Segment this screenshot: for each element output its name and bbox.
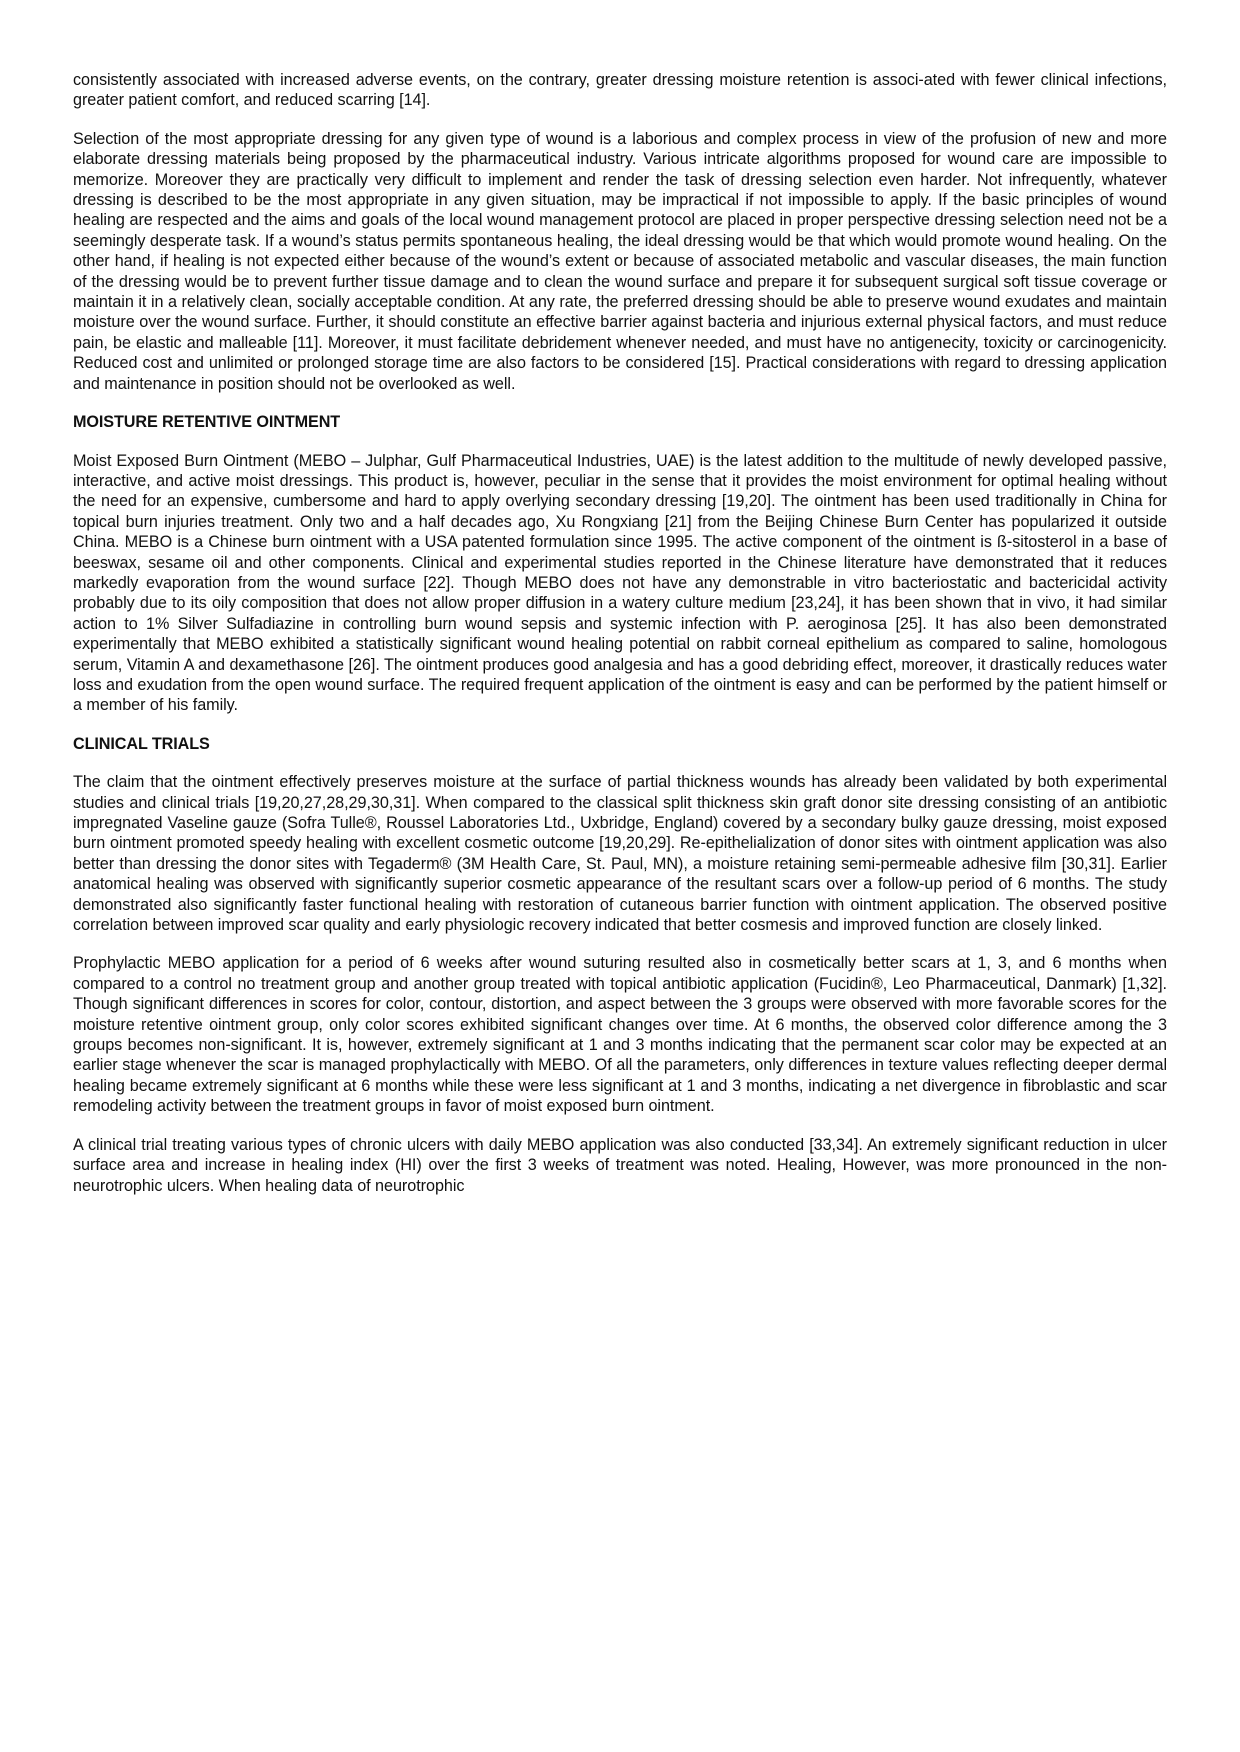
clinical-trials-section [73,734,1167,1196]
section-heading: MOISTURE RETENTIVE OINTMENT [73,413,341,432]
body-paragraph: Prophylactic MEBO application for a period of 6 weeks after wound suturing resulted also in cosmetically better scars at 1, 3, and 6 months when compared to a control no treatment group and another group treated with topical antibiotic application (Fucidin®, Leo Pharmaceutical, Danmark) [1,32]. Though significant differences in scores for color, contour, distortion, and aspect between the 3 groups were observed with more favorable scores for the moisture retentive ointment group, only color scores exhibited significant changes over time. At 6 months, the observed color difference among the 3 groups becomes non-significant. It is, however, extremely significant at 1 and 3 months indicating that the permanent scar color may be expected at an earlier stage whenever the scar is managed prophylactically with MEBO. Of all the parameters, only differences in texture values reflecting deeper dermal healing became extremely significant at 6 months while these were less significant at 1 and 3 months, indicating a net divergence in fibroblastic and scar remodeling activity between the treatment groups in favor of moist exposed burn ointment. [73,954,1167,1116]
section-heading: CLINICAL TRIALS [73,734,210,753]
body-paragraph: Moist Exposed Burn Ointment (MEBO – Julphar, Gulf Pharmaceutical Industries, UAE) is the latest addition to the multitude of newly developed passive, interactive, and active moist dressings. This product is, however, peculiar in the sense that it provides the moist environment for optimal healing without the need for an expensive, cumbersome and hard to apply overlying secondary dressing [19,20]. The ointment has been used traditionally in China for topical burn injuries treatment. Only two and a half decades ago, Xu Rongxiang [21] from the Beijing Chinese Burn Center has popularized it outside China. MEBO is a Chinese burn ointment with a USA patented formulation since 1995. The active component of the ointment is ß-sitosterol in a base of beeswax, sesame oil and other components. Clinical and experimental studies reported in the Chinese literature have demonstrated that it reduces markedly evaporation from the wound surface [22]. Though MEBO does not have any demonstrable in vitro bacteriostatic and bactericidal activity probably due to its oily composition that does not allow proper diffusion in a watery culture medium [23,24], it has been shown that in vivo, it had similar action to 1% Silver Sulfadiazine in controlling burn wound sepsis and systemic infection with P. aeroginosa [25]. It has also been demonstrated experimentally that MEBO exhibited a statistically significant wound healing potential on rabbit corneal epithelium as compared to saline, homologous serum, Vitamin A and dexamethasone [26]. The ointment produces good analgesia and has a good debriding effect, moreover, it drastically reduces water loss and exudation from the open wound surface. The required frequent application of the ointment is easy and can be performed by the patient himself or a member of his family. [73,451,1167,715]
body-paragraph: A clinical trial treating various types of chronic ulcers with daily MEBO application was also conducted [33,34]. An extremely significant reduction in ulcer surface area and increase in healing index (HI) over the first 3 weeks of treatment was noted. Healing, However, was more pronounced in the non-neurotrophic ulcers. When healing data of neurotrophic [73,1135,1167,1195]
intro-section [73,70,1167,394]
body-paragraph: consistently associated with increased adverse events, on the contrary, greater dressing moisture retention is associ-ated with fewer clinical infections, greater patient comfort, and reduced scarring [14]. [73,71,1167,110]
moisture-retentive-ointment-section [73,412,1167,716]
body-paragraph: The claim that the ointment effectively preserves moisture at the surface of partial thickness wounds has already been validated by both experimental studies and clinical trials [19,20,27,28,29,30,31]. When compared to the classical split thickness skin graft donor site dressing consisting of an antibiotic impregnated Vaseline gauze (Sofra Tulle®, Roussel Laboratories Ltd., Uxbridge, England) covered by a secondary bulky gauze dressing, moist exposed burn ointment promoted speedy healing with excellent cosmetic outcome [19,20,29]. Re-epithelialization of donor sites with ointment application was also better than dressing the donor sites with Tegaderm® (3M Health Care, St. Paul, MN), a moisture retaining semi-permeable adhesive film [30,31]. Earlier anatomical healing was observed with significantly superior cosmetic appearance of the resultant scars over a follow-up period of 6 months. The study demonstrated also significantly faster functional healing with restoration of cutaneous barrier function with ointment application. The observed positive correlation between improved scar quality and early physiologic recovery indicated that better cosmesis and improved function are closely linked. [73,773,1167,935]
document-page [73,70,1167,1214]
body-paragraph: Selection of the most appropriate dressing for any given type of wound is a laborious and complex process in view of the profusion of new and more elaborate dressing materials being proposed by the pharmaceutical industry. Various intricate algorithms proposed for wound care are impossible to memorize. Moreover they are practically very difficult to implement and render the task of dressing selection even harder. Not infrequently, whatever dressing is described to be the most appropriate in any given situation, may be impractical if not impossible to apply. If the basic principles of wound healing are respected and the aims and goals of the local wound management protocol are placed in proper perspective dressing selection need not be a seemingly desperate task. If a wound’s status permits spontaneous healing, the ideal dressing would be that which would promote wound healing. On the other hand, if healing is not expected either because of the wound’s extent or because of associated metabolic and vascular diseases, the main function of the dressing would be to prevent further tissue damage and to clean the wound surface and prepare it for subsequent surgical soft tissue coverage or maintain it in a relatively clean, socially acceptable condition. At any rate, the preferred dressing should be able to preserve wound exudates and maintain moisture over the wound surface. Further, it should constitute an effective barrier against bacteria and injurious external physical factors, and must reduce pain, be elastic and malleable [11]. Moreover, it must facilitate debridement whenever needed, and must have no antigenecity, toxicity or carcinogenicity. Reduced cost and unlimited or prolonged storage time are also factors to be considered [15]. Practical considerations with regard to dressing application and maintenance in position should not be overlooked as well. [73,129,1167,393]
